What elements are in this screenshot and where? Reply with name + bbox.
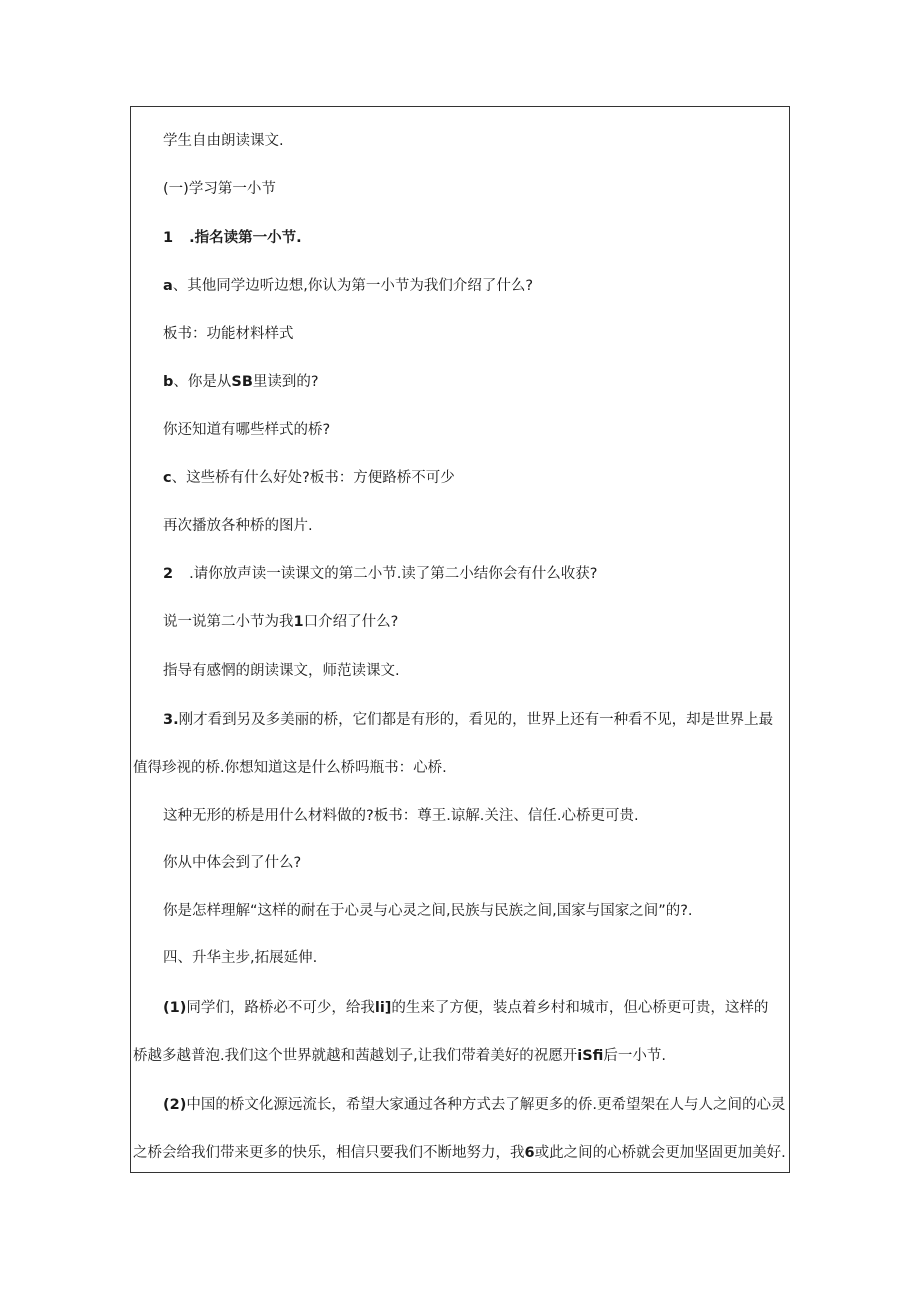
- text-line-15: 这种无形的桥是用什么材料做的?板书：尊王.谅解.关注、信任.心桥更可贵.: [163, 808, 639, 824]
- list-letter: c: [163, 470, 172, 486]
- text-line-10: 2 .请你放声读一读课文的第二小节.读了第二小结你会有什么收获?: [163, 566, 598, 582]
- text-line-20: 桥越多越普泡.我们这个世界就越和茜越划子,让我们带着美好的祝愿开iSfi后一小节.: [133, 1048, 666, 1064]
- text-line-9: 再次播放各种桥的图片.: [163, 518, 313, 534]
- list-number: (1): [163, 1000, 187, 1016]
- text-line-21: (2)中国的桥文化源远流长，希望大家通过各种方式去了解更多的侨.更希望架在人与人之间的心灵: [163, 1097, 786, 1113]
- text-line-16: 你从中体会到了什么?: [163, 855, 302, 871]
- text-line-7: 你还知道有哪些样式的桥?: [163, 422, 331, 438]
- text-line-17: 你是怎样理解“这样的耐在于心灵与心灵之间,民族与民族之间,国家与国家之间”的?.: [163, 903, 693, 919]
- list-number: 1: [163, 230, 174, 246]
- text-line-3: 1 .指名读第一小节.: [163, 230, 302, 246]
- text-line-8: c、这些桥有什么好处?板书：方便路桥不可少: [163, 470, 455, 486]
- list-number: 3.: [163, 712, 179, 728]
- text-line-12: 指导有感惘的朗读课文，师范读课文.: [163, 663, 400, 679]
- text-line-2: (一)学习第一小节: [163, 181, 276, 197]
- text-line-11: 说一说第二小节为我1口介绍了什么?: [163, 614, 399, 630]
- text-line-13: 3.刚才看到另及多美丽的桥，它们都是有形的，看见的，世界上还有一种看不见，却是世界上最: [163, 712, 774, 728]
- text-line-22: 之桥会给我们带来更多的快乐，相信只要我们不断地努力，我6或此之间的心桥就会更加坚固更加美好.: [133, 1145, 786, 1161]
- section-heading: 四、升华主步,拓展延伸.: [163, 950, 318, 966]
- text-line-6: b、你是从SB里读到的?: [163, 374, 319, 390]
- list-number: (2): [163, 1097, 187, 1113]
- text-line-19: (1)同学们，路桥必不可少，给我li]的生来了方便，装点着乡村和城市，但心桥更可贵，这样的: [163, 1000, 769, 1016]
- list-letter: a: [163, 278, 173, 294]
- text-line-1: 学生自由朗读课文.: [163, 133, 284, 149]
- text-line-14: 值得珍视的桥.你想知道这是什么桥吗瓶书：心桥.: [133, 760, 447, 776]
- text-line-5: 板书：功能材料样式: [163, 326, 294, 342]
- list-number: 2: [163, 566, 174, 582]
- text-line-4: a、其他同学边听边想,你认为第一小节为我们介绍了什么?: [163, 278, 534, 294]
- list-letter: b: [163, 374, 174, 390]
